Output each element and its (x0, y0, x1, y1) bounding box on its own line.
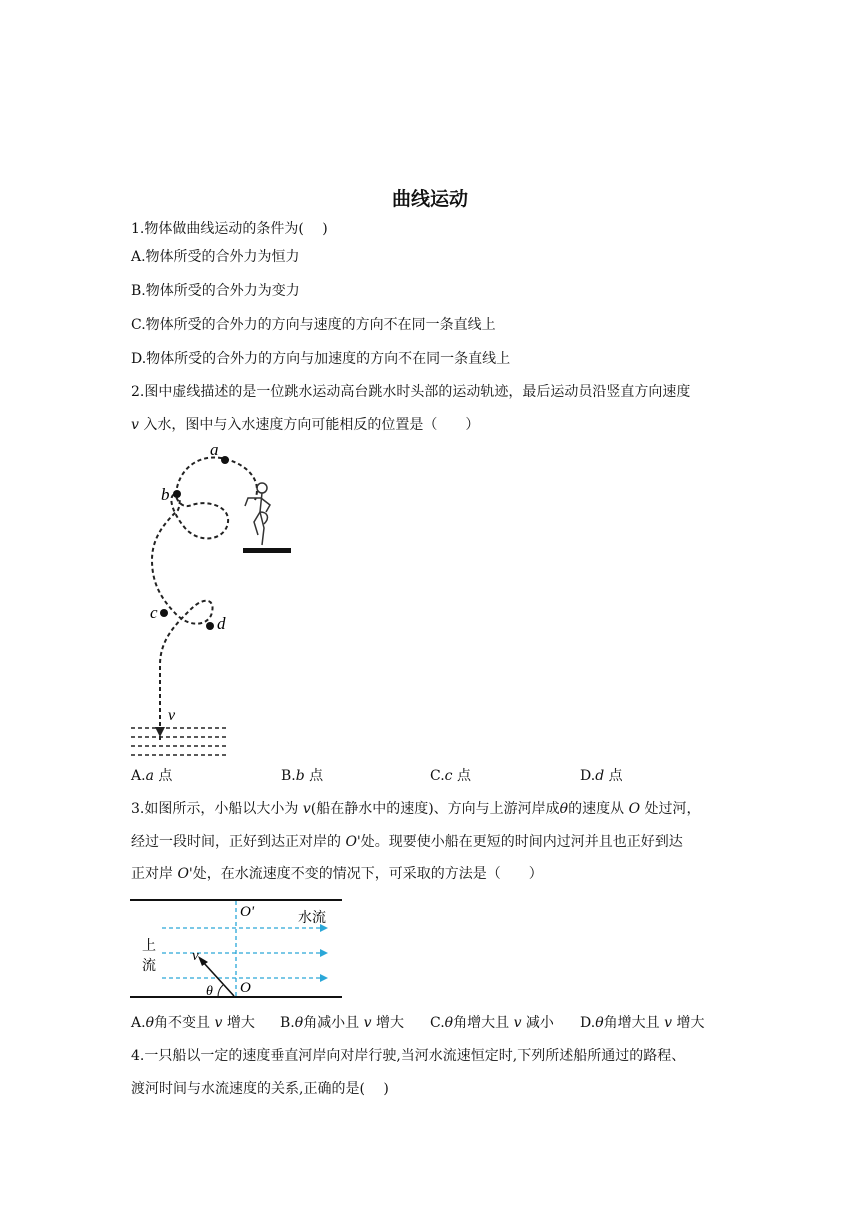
q1-option-b: B.物体所受的合外力为变力 (131, 283, 300, 299)
flow-lines (162, 928, 320, 978)
label-b: b (161, 485, 170, 504)
label-up: 上 (142, 939, 156, 954)
q1-stem: 1.物体做曲线运动的条件为( ) (131, 221, 328, 237)
label-v: v (168, 707, 176, 724)
q2-stem-line1: 2.图中虚线描述的是一位跳水运动高台跳水时头部的运动轨迹，最后运动员沿竖直方向速度 (131, 384, 691, 400)
q1-option-a: A.物体所受的合外力为恒力 (131, 249, 300, 265)
q1-option-c: C.物体所受的合外力的方向与速度的方向不在同一条直线上 (131, 317, 496, 333)
q3-stem-line3: 正对岸 O'处，在水流速度不变的情况下，可采取的方法是（ ） (131, 866, 543, 882)
label-O-prime: O' (240, 904, 255, 920)
q3-option-c: C.θ角增大且 v 减小 (430, 1015, 554, 1031)
q1-option-d: D.物体所受的合外力的方向与加速度的方向不在同一条直线上 (131, 351, 511, 367)
q2-diving-figure (126, 436, 296, 760)
q3-river-figure (128, 896, 344, 1000)
label-O: O (240, 980, 251, 996)
label-a: a (210, 440, 219, 459)
point-b (173, 490, 181, 498)
q2-option-d: D.d 点 (580, 768, 623, 784)
flow-arrowheads (320, 924, 328, 982)
label-flow: 水流 (298, 911, 326, 926)
q4-stem-line2: 渡河时间与水流速度的关系,正确的是( ) (131, 1081, 389, 1097)
diving-platform (243, 548, 291, 553)
q3-option-d: D.θ角增大且 v 增大 (580, 1015, 705, 1031)
q2-option-b: B.b 点 (281, 768, 324, 784)
label-d: d (217, 614, 226, 633)
boat-velocity-arrowhead (198, 956, 208, 966)
point-c (160, 609, 168, 617)
label-liu: 流 (142, 959, 156, 974)
q2-option-a: A.a 点 (131, 768, 173, 784)
page-title: 曲线运动 (391, 188, 468, 210)
q3-stem-line2: 经过一段时间，正好到达正对岸的 O'处。现要使小船在更短的时间内过河并且也正好到达 (131, 834, 683, 850)
q2-option-c: C.c 点 (430, 768, 471, 784)
point-a (221, 456, 229, 464)
q3-option-a: A.θ角不变且 v 增大 (131, 1015, 255, 1031)
q2-stem-line2: v 入水，图中与入水速度方向可能相反的位置是（ ） (131, 417, 480, 433)
q3-stem-line1: 3.如图所示，小船以大小为 v(船在静水中的速度)、方向与上游河岸成θ的速度从 O 处过河， (131, 801, 701, 817)
theta-arc (218, 985, 223, 997)
q3-option-b: B.θ角减小且 v 增大 (280, 1015, 405, 1031)
label-c: c (150, 603, 158, 622)
q4-stem-line1: 4.一只船以一定的速度垂直河岸向对岸行驶,当河水流速恒定时,下列所述船所通过的路程、 (131, 1048, 686, 1064)
label-theta: θ (206, 984, 213, 999)
point-d (206, 622, 214, 630)
label-v: v (192, 948, 199, 964)
